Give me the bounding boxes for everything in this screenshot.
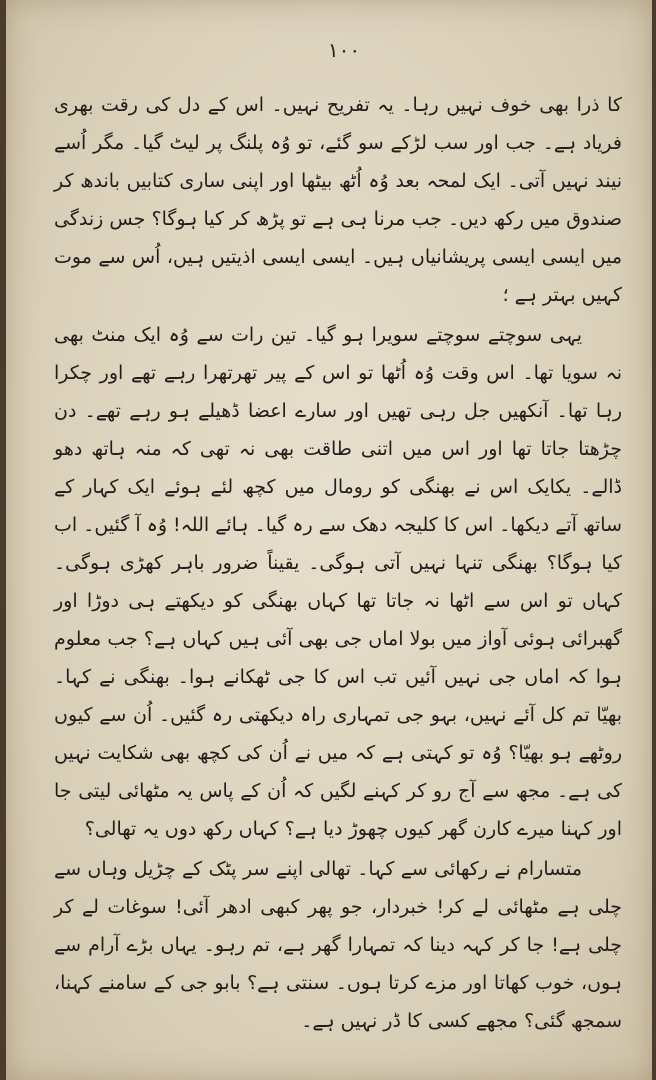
paragraph: یہی سوچتے سوچتے سویرا ہو گیا۔ تین رات سے وُہ ایک منٹ بھی نہ سویا تھا۔ اس وقت وُہ اُٹھا تو اس کے پیر تھرتھرا رہے تھے اور چکرا رہا تھا۔ آنکھیں جل رہی تھیں اور سارے اعضا ڈھیلے ہو رہے تھے۔ دن چڑھتا جاتا تھا اور اس میں اتنی طاقت بھی نہ تھی کہ منہ ہاتھ دھو ڈالے۔ یکایک اس نے بھنگی کو رومال میں کچھ لئے ہوئے ایک کہار کے ساتھ آتے دیکھا۔ اس کا کلیجہ دھک سے رہ گیا۔ ہائے اللہ! وُہ آ گئیں۔ اب کیا ہوگا؟ بھنگی تنہا نہیں آتی ہوگی۔ یقیناً ضرور باہر کھڑی ہوگی۔ کہاں تو اس سے اٹھا نہ جاتا تھا کہاں بھنگی کو دیکھتے ہی دوڑا اور گھبرائی ہوئی آواز میں بولا اماں جی بھی آئی ہیں کہاں ہے؟ جب معلوم ہوا کہ اماں جی نہیں آئیں تب اس کا جی ٹھکانے ہوا۔ بھنگی نے کہا۔ بھیّا تم کل آئے نہیں، بہو جی تمہاری راہ دیکھتی رہ گئیں۔ اُن سے کیوں روٹھے ہو بھیّا؟ وُہ تو کہتی ہے کہ میں نے اُن کی کچھ بھی شکایت نہیں کی ہے۔ مجھ سے آج رو کر کہنے لگیں کہ اُن کے پاس یہ مٹھائی لیتی جا اور کہنا میرے کارن گھر کیوں چھوڑ دیا ہے؟ کہاں رکھ دوں یہ تھالی؟ xyxy=(54,324,622,840)
page-number: ۱۰۰ xyxy=(327,38,361,62)
paragraph: متسارام نے رکھائی سے کہا۔ تھالی اپنے سر پٹک کے چڑیل وہاں سے چلی ہے مٹھائی لے کر! خبردار، جو پھر کبھی ادھر آئی! سوغات لے کر چلی ہے! جا کر کہہ دینا کہ تمہارا گھر ہے، تم رہو۔ یہاں بڑے آرام سے ہوں، خوب کھاتا اور مزے کرتا ہوں۔ سنتی ہے؟ بابو جی کے سامنے کہنا، سمجھ گئی؟ مجھے کسی کا ڈر نہیں ہے۔ xyxy=(54,858,622,1032)
paragraph: کا ذرا بھی خوف نہیں رہا۔ یہ تفریح نہیں۔ اس کے دل کی رقت بھری فریاد ہے۔ جب اور سب لڑکے سو گئے، تو وُہ پلنگ پر لیٹ گیا۔ مگر اُسے نیند نہیں آتی۔ ایک لمحہ بعد وُہ اُٹھ بیٹھا اور اپنی ساری کتابیں باندھ کر صندوق میں رکھ دیں۔ جب مرنا ہی ہے تو پڑھ کر کیا ہوگا؟ جس زندگی میں ایسی ایسی پریشانیاں ہیں۔ ایسی ایسی اذیتیں ہیں، اُس سے موت کہیں بہتر ہے ؛ xyxy=(54,94,622,306)
page-body-text xyxy=(54,86,622,1040)
book-page xyxy=(6,0,652,1080)
